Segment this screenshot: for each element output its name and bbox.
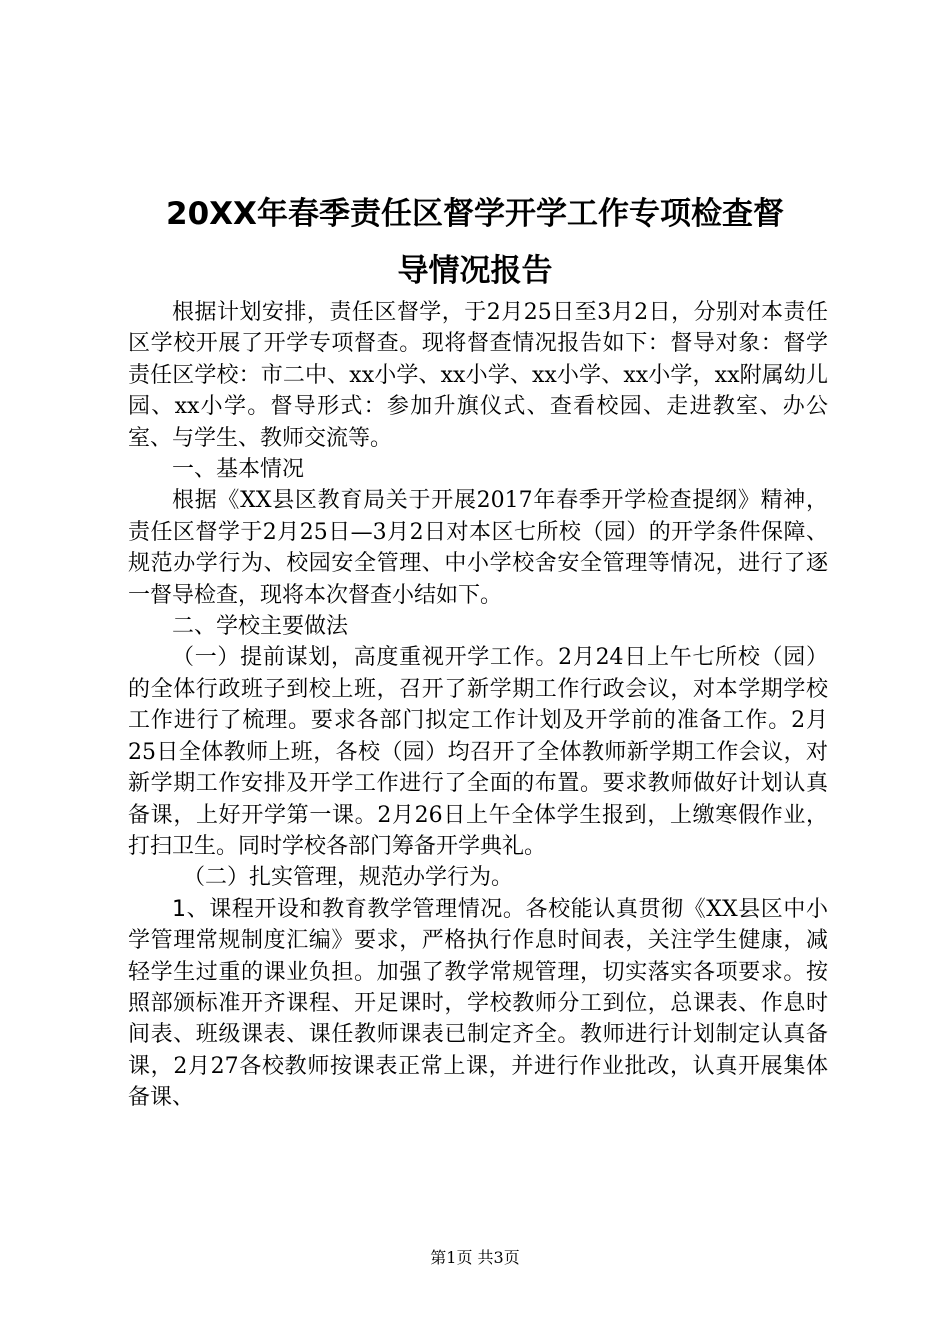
section-heading-practices: 二、学校主要做法 bbox=[172, 614, 349, 640]
document-title-line-1: 20XX年春季责任区督学开学工作专项检查督 bbox=[166, 196, 784, 232]
section-1-text: 2月24日上午七所校（园）的全体行政班子到校上班，召开了新学期工作行政会议，对本学期学校工作进行了梳理。要求各部门拟定工作计划及开学前的准备工作。2月25日全体教师上班，各校（园）均召开了全体教师新学期工作会议，对新学期工作安排及开学工作进行了全面的布置。要求教师做好计划认真备课，上好开学第一课。2月26日上午全体学生报到，上缴寒假作业，打扫卫生。同时学校各部门筹备开学典礼。 bbox=[128, 645, 828, 859]
page-number-footer: 第1页 共3页 bbox=[430, 1248, 520, 1267]
document-body bbox=[128, 297, 828, 1114]
section-2-paragraph bbox=[128, 862, 828, 893]
intro-paragraph: 根据计划安排，责任区督学，于2月25日至3月2日，分别对本责任区学校开展了开学专项督查。现将督查情况报告如下：督导对象：督学责任区学校：市二中、xx小学、xx小学、xx小学、xx小学，xx附属幼儿园、xx小学。督导形式：参加升旗仪式、查看校园、走进教室、办公室、与学生、教师交流等。 bbox=[128, 300, 828, 451]
item-1-lead: 1、课程开设和教育教学管理情况。 bbox=[172, 896, 526, 922]
section-2-lead: （二）扎实管理，规范办学行为。 bbox=[183, 865, 514, 891]
section-heading-basic: 一、基本情况 bbox=[172, 457, 305, 483]
item-1-text: 各校能认真贯彻《XX县区中小学管理常规制度汇编》要求，严格执行作息时间表，关注学生健康，减轻学生过重的课业负担。加强了教学常规管理，切实落实各项要求。按照部颁标准开齐课程、开足课时，学校教师分工到位，总课表、作息时间表、班级课表、课任教师课表已制定齐全。教师进行计划制定认真备课，2月27各校教师按课表正常上课，并进行作业批改，认真开展集体备课、 bbox=[128, 896, 829, 1111]
basic-paragraph: 根据《XX县区教育局关于开展2017年春季开学检查提纲》精神，责任区督学于2月25日—3月2日对本区七所校（园）的开学条件保障、规范办学行为、校园安全管理、中小学校舍安全管理等情况，进行了逐一督导检查，现将本次督查小结如下。 bbox=[128, 488, 828, 608]
item-1-paragraph bbox=[128, 894, 828, 1114]
document-title-line-2: 导情况报告 bbox=[397, 253, 553, 289]
section-1-paragraph bbox=[128, 642, 828, 862]
section-1-lead: （一）提前谋划，高度重视开学工作。 bbox=[172, 645, 559, 671]
